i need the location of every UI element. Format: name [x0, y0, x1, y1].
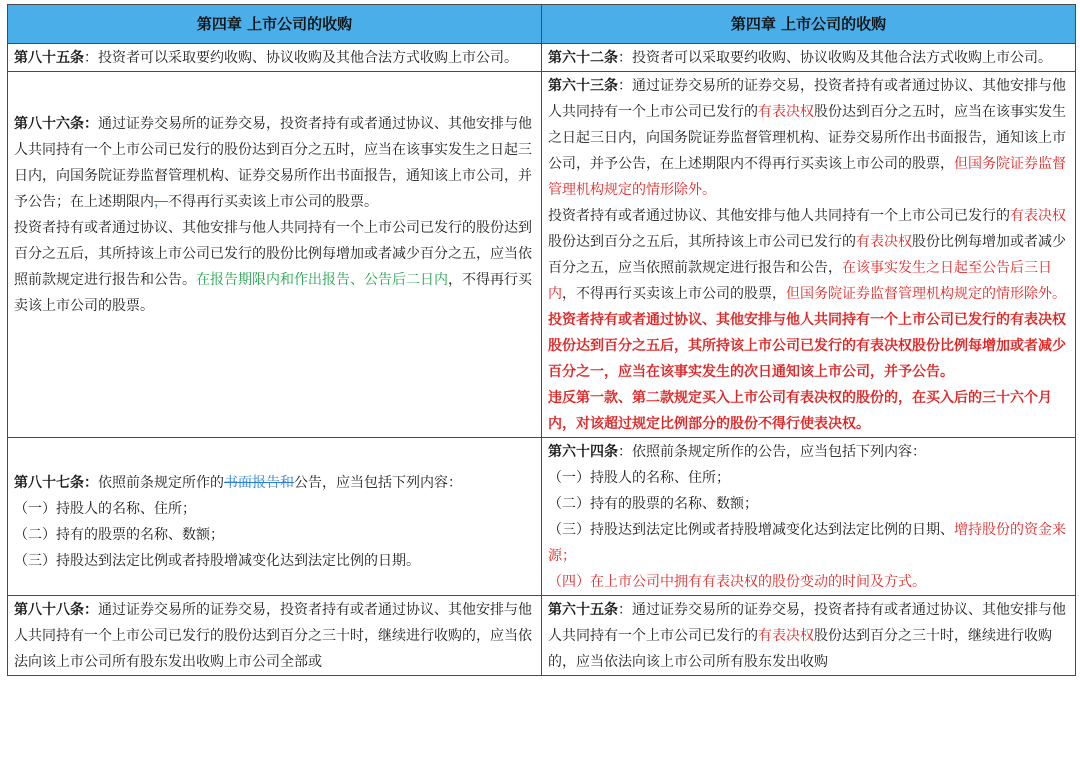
- article-label: 第八十五条: [14, 50, 84, 66]
- table-row: [8, 72, 1076, 438]
- article-text: ：投资者可以采取要约收购、协议收购及其他合法方式收购上市公司。: [618, 50, 1052, 66]
- added-text: 但国务院证券监督管理机构规定的情形除外。: [548, 156, 1066, 198]
- article-text: ：投资者可以采取要约收购、协议收购及其他合法方式收购上市公司。: [84, 50, 518, 66]
- text-run: 投资者持有或者通过协议、其他安排与他人共同持有一个上市公司已发行的: [548, 208, 1010, 224]
- deleted-text: ，: [154, 194, 168, 210]
- new-article-63: [542, 72, 1076, 438]
- table-header-row: [8, 5, 1076, 44]
- table-row: [8, 596, 1076, 676]
- article-label: 第八十六条：: [14, 116, 98, 132]
- old-article-85: [8, 44, 542, 72]
- text-run: 股份达到百分之五时，应当在该事实发生之日起三日内，向国务院证券监督管理机构、证券交易所作出书面报告，通知该上市公司，并予公告，在上述期限内不得再行买卖该上市公司的股票，: [548, 104, 1066, 172]
- paragraph: [548, 73, 1070, 203]
- added-text: 有表决权: [1010, 208, 1066, 224]
- article-label: 第八十八条：: [14, 602, 98, 618]
- list-item: （二）持有的股票的名称、数额；: [548, 496, 758, 512]
- header-right: 第四章 上市公司的收购: [542, 5, 1076, 44]
- list-item: （一）持股人的名称、住所；: [14, 500, 196, 517]
- added-paragraph: 违反第一款、第二款规定买入上市公司有表决权的股份的，在买入后的三十六个月内，对该超过规定比例部分的股份不得行使表决权。: [548, 390, 1052, 432]
- article-label: 第六十五条: [548, 602, 618, 618]
- list-item: （二）持有的股票的名称、数额；: [14, 526, 224, 543]
- text-run: 通过证券交易所的证券交易，投资者持有或者通过协议、其他安排与他人共同持有一个上市公司已发行的股份达到百分之三十时，继续进行收购的，应当依法向该上市公司所有股东发出收购上市公司全部或: [14, 602, 532, 670]
- paragraph: [14, 111, 536, 215]
- text-run: ：通过证券交易所的证券交易，投资者持有或者通过协议、其他安排与他人共同持有一个上市公司已发行的: [548, 602, 1066, 644]
- new-article-65: [542, 596, 1076, 676]
- text-run: 股份比例每增加或者减少百分之五，应当依照前款规定进行报告和公告，: [548, 234, 1066, 276]
- text-run: ，不得再行买卖该上市公司的股票。: [14, 272, 532, 314]
- paragraph: [14, 470, 536, 496]
- header-left: 第四章 上市公司的收购: [8, 5, 542, 44]
- article-label: 第八十七条：: [14, 474, 98, 491]
- text-run: 股份达到百分之五后，其所持该上市公司已发行的: [548, 234, 856, 250]
- paragraph: [548, 439, 1070, 465]
- law-comparison-table: [7, 4, 1076, 676]
- article-label: 第六十三条: [548, 78, 618, 94]
- added-text: 增持股份的资金来源；: [548, 522, 1066, 564]
- text-run: ，不得再行买卖该上市公司的股票，: [562, 286, 786, 302]
- added-list-item: （四）在上市公司中拥有有表决权的股份变动的时间及方式。: [548, 574, 926, 590]
- list-item: [548, 517, 1070, 569]
- list-item: （三）持股达到法定比例或者持股增减变化达到法定比例的日期。: [14, 552, 420, 569]
- added-text: 有表决权: [758, 628, 814, 644]
- text-run: 依照前条规定所作的: [98, 474, 224, 491]
- comparison-page: [7, 4, 1075, 676]
- text-run: 不得再行买卖该上市公司的股票。: [168, 194, 378, 210]
- text-run: 股份达到百分之三十时，继续进行收购的，应当依法向该上市公司所有股东发出收购: [548, 628, 1052, 670]
- table-row: [8, 438, 1076, 596]
- table-row: [8, 44, 1076, 72]
- text-run: ：通过证券交易所的证券交易，投资者持有或者通过协议、其他安排与他人共同持有一个上市公司已发行的: [548, 78, 1066, 120]
- text-run: ：依照前条规定所作的公告，应当包括下列内容：: [618, 444, 926, 460]
- added-text: 在该事实发生之日起至公告后三日内: [548, 260, 1052, 302]
- added-text: 但国务院证券监督管理机构规定的情形除外。: [786, 286, 1066, 302]
- old-article-86: [8, 72, 542, 438]
- list-item: （一）持股人的名称、住所；: [548, 470, 730, 486]
- text-run: 通过证券交易所的证券交易，投资者持有或者通过协议、其他安排与他人共同持有一个上市公司已发行的股份达到百分之五时，应当在该事实发生之日起三日内，向国务院证券监督管理机构、证券交易所作出书面报告，通知该上市公司，并予公告；在上述期限内: [14, 116, 532, 210]
- text-run: 投资者持有或者通过协议、其他安排与他人共同持有一个上市公司已发行的股份达到百分之五后，其所持该上市公司已发行的股份比例每增加或者减少百分之五，应当依照前款规定进行报告和公告。: [14, 220, 532, 288]
- deleted-text: 书面报告和: [224, 474, 294, 491]
- added-paragraph: 投资者持有或者通过协议、其他安排与他人共同持有一个上市公司已发行的有表决权股份达到百分之五后，其所持该上市公司已发行的有表决权股份比例每增加或者减少百分之一，应当在该事实发生的次日通知该上市公司，并予公告。: [548, 312, 1066, 380]
- added-text: 有表决权: [856, 234, 912, 250]
- paragraph: [14, 215, 536, 319]
- new-article-64: [542, 438, 1076, 596]
- text-run: 公告，应当包括下列内容：: [294, 474, 462, 491]
- added-text: 有表决权: [758, 104, 814, 120]
- paragraph: [548, 203, 1070, 307]
- old-article-88: [8, 596, 542, 676]
- new-article-62: [542, 44, 1076, 72]
- article-label: 第六十二条: [548, 50, 618, 66]
- modified-text: 在报告期限内和作出报告、公告后二日内: [196, 272, 448, 288]
- text-run: （三）持股达到法定比例或者持股增减变化达到法定比例的日期、: [548, 522, 954, 538]
- article-label: 第六十四条: [548, 444, 618, 460]
- old-article-87: [8, 438, 542, 596]
